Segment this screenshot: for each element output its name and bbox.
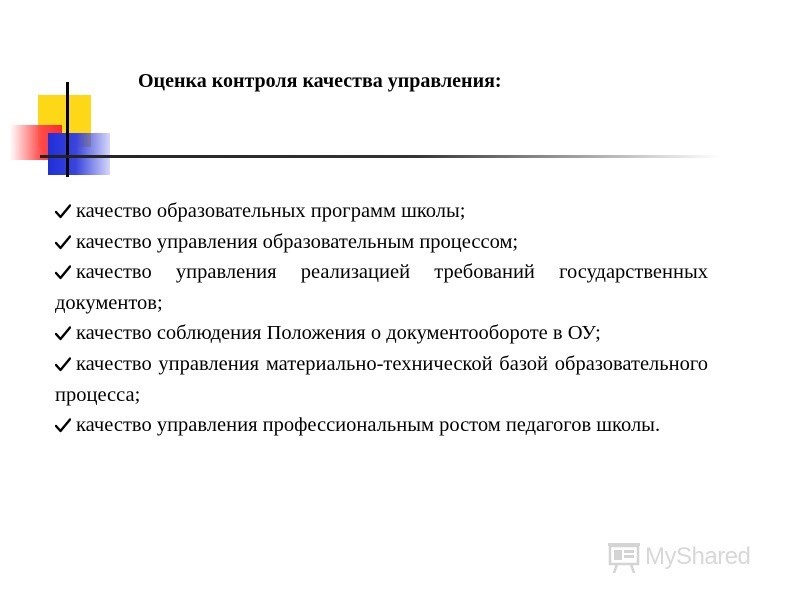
list-item-text: качество управления образовательным процессом; [76, 230, 519, 253]
list-item [55, 196, 708, 227]
blue-square [48, 133, 110, 175]
list-item-text: качество управления реализацией требований государственных документов; [55, 261, 708, 314]
list-item [55, 318, 708, 349]
list-item-text: качество управления материально-технической базой образовательного процесса; [55, 352, 708, 406]
slide-title: Оценка контроля качества управления: [138, 70, 502, 92]
list-item-text: качество образовательных программ школы; [76, 200, 466, 222]
list-item [55, 227, 708, 258]
watermark-text: MyShared [645, 543, 751, 570]
checkmark-icon [55, 357, 71, 372]
list-item [55, 257, 708, 318]
checkmark-icon [55, 326, 71, 341]
horizontal-rule [40, 155, 720, 158]
vertical-rule [66, 82, 69, 177]
list-item-text: качество соблюдения Положения о документообороте в ОУ; [76, 322, 601, 345]
presentation-board-icon [607, 540, 641, 574]
bullet-list [55, 196, 708, 441]
checkmark-icon [55, 235, 71, 250]
list-item-text: качество управления профессиональным ростом педагогов школы. [76, 414, 661, 437]
checkmark-icon [55, 204, 71, 219]
list-item [55, 410, 708, 441]
checkmark-icon [55, 265, 71, 280]
list-item [55, 349, 708, 410]
checkmark-icon [55, 418, 71, 433]
watermark [607, 537, 772, 577]
